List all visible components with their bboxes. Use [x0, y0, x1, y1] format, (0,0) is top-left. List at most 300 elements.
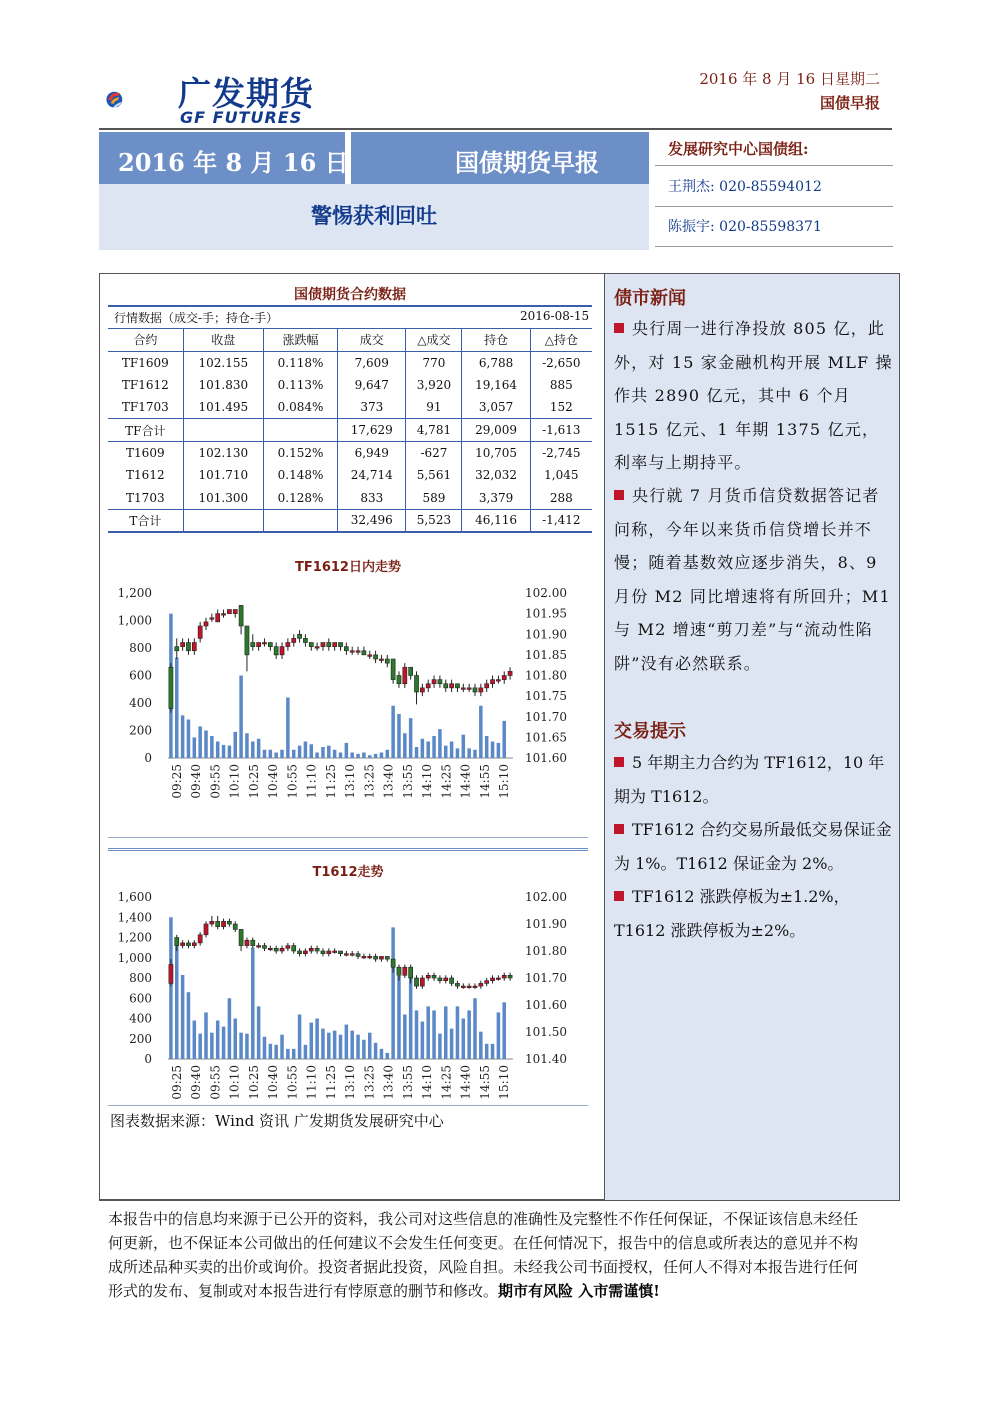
tips-list — [614, 746, 894, 947]
table-cell: 101.495 — [183, 396, 263, 419]
volume-bar — [467, 1010, 471, 1059]
t1612-chart-svg — [108, 879, 588, 1107]
table-row — [108, 396, 592, 419]
y2-tick-label: 101.65 — [525, 730, 567, 745]
volume-bar — [233, 732, 237, 758]
candle-body — [461, 986, 465, 988]
volume-bar — [409, 973, 413, 1059]
candle-body — [473, 688, 477, 692]
y2-tick-label: 101.80 — [525, 944, 567, 958]
volume-bar — [473, 998, 477, 1059]
candle-body — [420, 978, 424, 986]
table-cell: 9,647 — [338, 374, 406, 397]
table-cell: TF合计 — [108, 419, 183, 442]
candle-body — [438, 978, 442, 981]
candle-body — [461, 688, 465, 690]
candle-body — [496, 680, 500, 682]
volume-bar — [175, 943, 179, 1059]
candle-body — [420, 688, 424, 692]
disclaimer-rule — [99, 1200, 900, 1201]
y2-tick-label: 101.70 — [525, 971, 567, 985]
y-tick-label: 1,600 — [117, 890, 152, 904]
table-cell — [183, 419, 263, 442]
volume-bar — [374, 754, 378, 758]
x-tick-label: 14:25 — [439, 764, 454, 799]
volume-bar — [315, 1019, 319, 1060]
table-cell: 102.155 — [183, 351, 263, 374]
volume-bar — [339, 1035, 343, 1059]
volume-bar — [421, 1022, 425, 1059]
candle-body — [485, 981, 489, 984]
table-cell: 589 — [406, 487, 462, 510]
table-cell — [263, 419, 337, 442]
candle-body — [444, 684, 448, 688]
candle-body — [245, 940, 249, 945]
volume-bar — [362, 753, 366, 759]
table-cell: 7,609 — [338, 351, 406, 374]
volume-bar — [251, 742, 255, 759]
disclaimer-text: 本报告中的信息均来源于已公开的资料，我公司对这些信息的准确性及完整性不作任何保证，不保证该信息未经任何更新，也不保证本公司做出的任何建议不会发生任何变更。在任何情况下，报告中的信息或所表达的意见并不构成所述品种买卖的出价或询价。投资者据此投资，风险自担。未经我公司书面授权，任何人不得对本报告进行任何形式的发布、复制或对本报告进行有悖原意的删节和修改。 — [108, 1210, 859, 1300]
y-tick-label: 1,000 — [117, 613, 152, 628]
volume-bar — [380, 753, 384, 759]
table-cell: 288 — [530, 487, 592, 510]
candle-body — [403, 967, 407, 975]
y-tick-label: 1,200 — [117, 586, 152, 600]
volume-bar — [362, 1040, 366, 1059]
x-tick-label: 09:40 — [189, 764, 204, 799]
table-cell: 152 — [530, 396, 592, 419]
table-top-rule — [108, 305, 592, 307]
candle-body — [262, 946, 266, 949]
volume-bar — [479, 706, 483, 758]
table-cell: -2,745 — [530, 441, 592, 464]
volume-bar — [473, 750, 477, 758]
tip-text: TF1612 涨跌停板为±1.2%，T1612 涨跌停板为±2%。 — [614, 887, 850, 940]
volume-bar — [368, 755, 372, 758]
x-tick-label: 14:55 — [477, 764, 492, 799]
chart-title: TF1612日内走势 — [295, 560, 401, 575]
candle-body — [181, 643, 185, 647]
y2-tick-label: 101.95 — [525, 606, 567, 621]
candle-body — [292, 638, 296, 642]
volume-bar — [432, 736, 436, 758]
x-tick-label: 11:25 — [323, 1065, 338, 1100]
candle-body — [379, 659, 383, 661]
volume-bar — [397, 714, 401, 758]
candle-body — [391, 959, 395, 967]
candle-body — [315, 948, 319, 951]
table-title: 国债期货合约数据 — [294, 287, 406, 303]
tip-item — [614, 746, 894, 813]
x-tick-label: 09:55 — [208, 1065, 223, 1100]
candle-body — [403, 667, 407, 684]
x-tick-label: 13:10 — [343, 1065, 358, 1100]
x-tick-label: 13:25 — [362, 764, 377, 799]
table-cell: 3,379 — [462, 487, 530, 510]
volume-bar — [216, 742, 220, 759]
candle-body — [280, 647, 284, 655]
volume-bar — [222, 745, 226, 758]
bullet-square-icon — [614, 323, 624, 333]
candle-body — [286, 946, 290, 949]
table-cell: 770 — [406, 351, 462, 374]
volume-bar — [245, 733, 249, 758]
y2-tick-label: 101.40 — [525, 1052, 567, 1066]
candle-body — [286, 643, 290, 647]
table-row — [108, 351, 592, 374]
volume-bar — [426, 1006, 430, 1059]
table-cell: 833 — [338, 487, 406, 510]
y2-tick-label: 101.60 — [525, 998, 567, 1012]
volume-bar — [187, 720, 191, 759]
volume-bar — [450, 742, 454, 759]
table-cell: 5,561 — [406, 464, 462, 487]
volume-bar — [292, 1049, 296, 1059]
volume-bar — [350, 753, 354, 759]
candle-body — [490, 680, 494, 684]
volume-bar — [222, 1027, 226, 1059]
table-cell: T1703 — [126, 490, 165, 505]
candle-body — [356, 651, 360, 653]
candle-body — [298, 951, 302, 954]
disclaimer-bold: 期市有风险 入市需谨慎! — [498, 1282, 660, 1300]
x-tick-label: 10:40 — [266, 764, 281, 799]
table-total-row — [108, 419, 592, 442]
y2-tick-label: 101.70 — [525, 709, 567, 724]
table-cell: -1,613 — [530, 419, 592, 442]
volume-bar — [204, 1012, 208, 1059]
candle-body — [204, 622, 208, 626]
table-cell: 101.300 — [183, 487, 263, 510]
table-header-row — [108, 329, 592, 352]
y2-tick-label: 101.80 — [525, 668, 567, 683]
x-tick-label: 10:10 — [227, 1065, 242, 1100]
news-item — [614, 312, 894, 480]
gf-logo — [104, 68, 180, 130]
candle-body — [268, 948, 272, 950]
table-cell: 885 — [530, 374, 592, 397]
volume-bar — [321, 747, 325, 758]
table-cell: 0.084% — [263, 396, 337, 419]
candle-body — [303, 951, 307, 954]
y2-tick-label: 101.75 — [525, 689, 567, 704]
volume-bar — [339, 753, 343, 759]
x-tick-label: 13:25 — [362, 1065, 377, 1100]
candle-body — [216, 921, 220, 926]
volume-bar — [485, 736, 489, 758]
candle-body — [186, 943, 190, 946]
volume-bar — [269, 750, 273, 758]
table-cell: T1609 — [126, 446, 165, 461]
candle-body — [409, 667, 413, 675]
x-tick-label: 11:10 — [304, 1065, 319, 1100]
table-cell: 6,949 — [338, 441, 406, 464]
volume-bar — [286, 698, 290, 759]
candle-body — [222, 921, 226, 926]
table-total-row — [108, 509, 592, 532]
header-report-type: 国债早报 — [819, 94, 880, 112]
volume-bar — [280, 1035, 284, 1059]
candle-body — [257, 946, 261, 948]
candle-body — [309, 948, 313, 951]
candle-body — [350, 651, 354, 653]
team-title: 发展研究中心国债组: — [668, 140, 809, 158]
chart-title: T1612走势 — [312, 865, 384, 880]
candle-body — [426, 684, 430, 688]
volume-bar — [239, 676, 243, 759]
candle-body — [426, 975, 430, 978]
table-cell: T1612 — [126, 468, 165, 483]
y-tick-label: 200 — [129, 723, 152, 738]
candle-body — [239, 929, 243, 945]
volume-bar — [321, 1029, 325, 1059]
candle-body — [280, 948, 284, 951]
volume-bar — [450, 1029, 454, 1059]
volume-bar — [233, 1019, 237, 1060]
table-cell: 1,045 — [530, 464, 592, 487]
volume-bar — [502, 1002, 506, 1059]
candle-body — [502, 676, 506, 680]
volume-bar — [181, 975, 185, 1059]
candle-body — [368, 956, 372, 958]
y-tick-label: 400 — [129, 696, 152, 710]
volume-bar — [368, 1033, 372, 1059]
candle-body — [327, 643, 331, 647]
divider — [655, 246, 893, 247]
futures-table — [108, 328, 592, 533]
candle-body — [432, 680, 436, 684]
table-cell: 6,788 — [462, 351, 530, 374]
volume-bar — [274, 753, 278, 759]
header-date: 2016 年 8 月 16 日星期二 — [699, 70, 880, 88]
candle-body — [379, 956, 383, 959]
tip-text: TF1612 合约交易所最低交易保证金为 1%。T1612 保证金为 2%。 — [614, 820, 892, 873]
candle-body — [315, 647, 319, 649]
volume-bar — [456, 1006, 460, 1059]
candle-body — [169, 667, 173, 708]
table-cell: 4,781 — [406, 419, 462, 442]
news-item — [614, 479, 894, 680]
candle-body — [222, 614, 226, 616]
column-header: △持仓 — [530, 329, 592, 352]
tip-item — [614, 813, 894, 880]
volume-bar — [497, 1012, 501, 1059]
table-cell: T合计 — [108, 509, 183, 532]
table-cell: 101.830 — [183, 374, 263, 397]
x-tick-label: 14:10 — [420, 1065, 435, 1100]
x-tick-label: 14:40 — [458, 764, 473, 799]
volume-bar — [345, 1025, 349, 1059]
column-header: 涨跌幅 — [263, 329, 337, 352]
table-row — [108, 464, 592, 487]
volume-bar — [403, 1014, 407, 1059]
candle-body — [251, 643, 255, 647]
volume-bar — [228, 746, 232, 758]
volume-bar — [462, 735, 466, 758]
x-tick-label: 11:25 — [323, 764, 338, 799]
candle-body — [397, 676, 401, 684]
candle-body — [181, 943, 185, 946]
volume-bar — [426, 742, 430, 759]
candle-body — [485, 684, 489, 688]
table-row — [108, 487, 592, 510]
logo-text-en: GF FUTURES — [180, 108, 303, 127]
candle-body — [409, 967, 413, 978]
candle-body — [344, 647, 348, 651]
candle-body — [350, 954, 354, 956]
y2-tick-label: 101.50 — [525, 1025, 567, 1039]
candle-body — [473, 986, 477, 988]
candle-body — [479, 983, 483, 986]
column-header: 合约 — [108, 329, 183, 352]
volume-bar — [391, 927, 395, 1059]
candle-body — [321, 643, 325, 647]
bullet-square-icon — [614, 757, 624, 767]
candle-body — [321, 951, 325, 954]
candle-body — [362, 956, 366, 958]
volume-bar — [444, 1006, 448, 1059]
tf1612-chart — [108, 548, 588, 838]
volume-bar — [169, 917, 173, 1059]
table-cell — [183, 509, 263, 532]
volume-bar — [263, 750, 267, 758]
candle-body — [444, 978, 448, 981]
table-cell: 32,032 — [462, 464, 530, 487]
volume-bar — [491, 742, 495, 759]
y2-tick-label: 102.00 — [525, 890, 567, 904]
tip-item — [614, 880, 894, 947]
volume-bar — [415, 1010, 419, 1059]
volume-bar — [228, 998, 232, 1059]
volume-bar — [327, 1033, 331, 1059]
volume-bar — [491, 1044, 495, 1059]
x-tick-label: 13:55 — [400, 764, 415, 799]
x-tick-label: 11:10 — [304, 764, 319, 799]
table-date: 2016-08-15 — [520, 309, 590, 323]
candle-body — [268, 643, 272, 647]
candle-body — [204, 924, 208, 935]
x-tick-label: 13:10 — [343, 764, 358, 799]
volume-bar — [263, 1037, 267, 1059]
volume-bar — [438, 1034, 442, 1059]
volume-bar — [415, 747, 419, 758]
candle-body — [309, 643, 313, 647]
candle-body — [333, 951, 337, 953]
volume-bar — [181, 715, 185, 758]
candle-body — [385, 956, 389, 959]
candle-body — [298, 634, 302, 638]
candle-body — [338, 643, 342, 647]
x-tick-label: 14:40 — [458, 1065, 473, 1100]
candle-body — [274, 647, 278, 655]
y-tick-label: 600 — [129, 991, 152, 1006]
news-text: 央行周一进行净投放 805 亿，此外，对 15 家金融机构开展 MLF 操作共 2890 亿元，其中 6 个月 1515 亿元、1 年期 1375 亿元，利率与上期持平。 — [614, 319, 893, 472]
volume-bar — [257, 1006, 261, 1059]
candle-body — [490, 978, 494, 981]
table-cell: -2,650 — [530, 351, 592, 374]
report-subtitle: 警惕获利回吐 — [311, 203, 437, 228]
volume-bar — [304, 1045, 308, 1059]
candle-body — [414, 978, 418, 986]
x-tick-label: 14:55 — [477, 1065, 492, 1100]
volume-bar — [245, 1034, 249, 1059]
volume-bar — [327, 746, 331, 758]
y-tick-label: 800 — [129, 641, 152, 655]
volume-bar — [204, 731, 208, 759]
candle-body — [233, 610, 237, 614]
candle-body — [169, 965, 173, 984]
news-text: 央行就 7 月货币信贷数据答记者问称，今年以来货币信贷增长并不慢；随着基数效应逐步消失，8、9 月份 M2 同比增速将有所回升；M1 与 M2 增速“剪刀差”与“流动性陷阱”没有必然联系。 — [614, 486, 891, 673]
table-cell: 0.113% — [263, 374, 337, 397]
volume-bar — [269, 1044, 273, 1059]
column-header: 成交 — [338, 329, 406, 352]
table-cell — [263, 509, 337, 532]
volume-bar — [380, 1049, 384, 1059]
candle-body — [192, 943, 196, 946]
volume-bar — [333, 750, 337, 758]
candle-body — [198, 626, 202, 638]
volume-bar — [356, 1035, 360, 1059]
volume-bar — [397, 976, 401, 1059]
volume-bar — [210, 1033, 214, 1059]
x-tick-label: 09:25 — [169, 764, 184, 799]
tf1612-chart-svg — [108, 576, 588, 836]
candle-body — [175, 647, 179, 651]
title-date: 2016 年 8 月 16 日 — [118, 148, 349, 177]
volume-bar — [239, 1033, 243, 1059]
candle-body — [333, 643, 337, 647]
volume-bar — [432, 1010, 436, 1059]
candle-body — [175, 938, 179, 946]
x-tick-label: 15:10 — [497, 1065, 512, 1100]
team-member: 陈振宇: 020-85598371 — [668, 219, 822, 235]
volume-bar — [467, 748, 471, 758]
y-tick-label: 1,200 — [117, 930, 152, 945]
table-cell: 17,629 — [338, 419, 406, 442]
x-tick-label: 10:10 — [227, 764, 242, 799]
table-cell: 19,164 — [462, 374, 530, 397]
x-tick-label: 10:40 — [266, 1065, 281, 1100]
disclaimer — [108, 1207, 858, 1303]
volume-bar — [280, 750, 284, 758]
news-heading: 债市新闻 — [614, 288, 686, 309]
volume-bar — [391, 706, 395, 758]
volume-bar — [193, 737, 197, 758]
table-cell: 24,714 — [338, 464, 406, 487]
y2-tick-label: 101.90 — [525, 917, 567, 931]
x-tick-label: 13:40 — [381, 764, 396, 799]
candle-body — [450, 978, 454, 983]
candle-body — [198, 935, 202, 943]
table-cell: 0.148% — [263, 464, 337, 487]
bullet-square-icon — [614, 490, 624, 500]
x-tick-label: 09:25 — [169, 1065, 184, 1100]
candle-body — [508, 671, 512, 675]
bullet-square-icon — [614, 824, 624, 834]
y-tick-label: 400 — [129, 1011, 152, 1026]
divider — [655, 206, 893, 207]
volume-bar — [403, 733, 407, 758]
table-cell: TF1703 — [121, 400, 169, 415]
candle-body — [192, 643, 196, 651]
table-cell: TF1609 — [121, 355, 169, 370]
volume-bar — [333, 1031, 337, 1059]
candle-body — [186, 643, 190, 651]
candle-body — [391, 659, 395, 680]
x-tick-label: 14:25 — [439, 1065, 454, 1100]
table-cell: 373 — [338, 396, 406, 419]
y2-tick-label: 101.85 — [525, 647, 567, 662]
